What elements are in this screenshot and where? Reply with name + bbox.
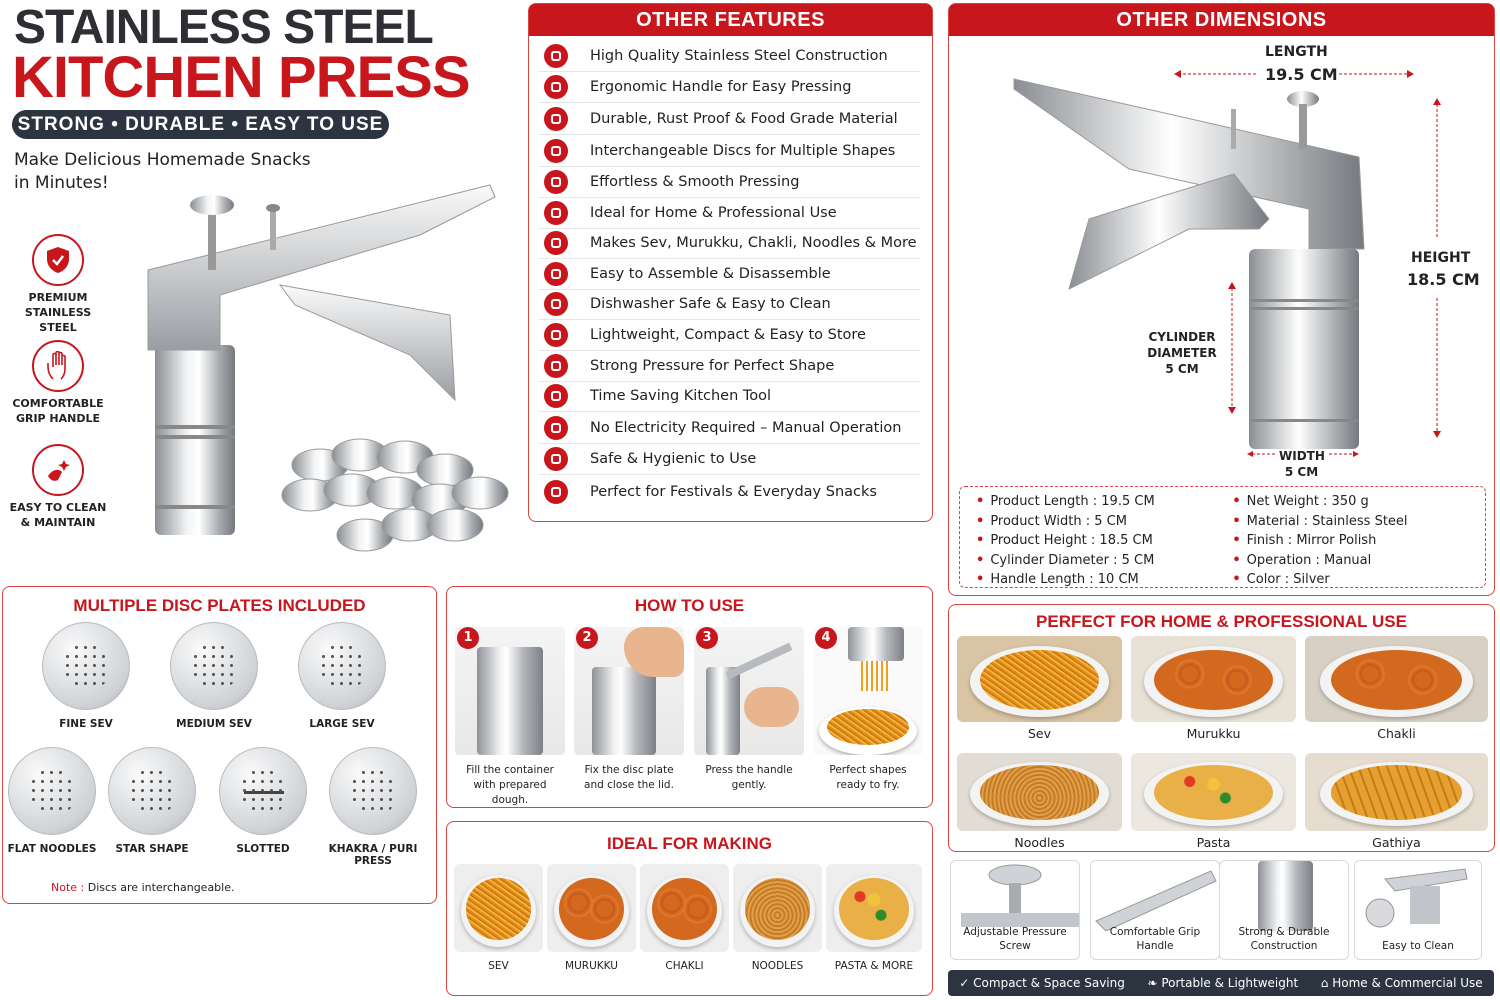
tagline-pill: STRONG • DURABLE • EASY TO USE (12, 110, 389, 139)
disc-note: Note : Discs are interchangeable. (51, 881, 235, 894)
feature-icon (544, 170, 568, 194)
grip-handle-icon (1091, 861, 1219, 931)
feature-icon (544, 416, 568, 440)
feature-icon (544, 480, 568, 504)
howto-step-4: 4 Perfect shapes ready to fry. (813, 627, 923, 793)
bar-item: ⌂ Home & Commercial Use (1320, 976, 1483, 990)
feature-icon (544, 44, 568, 68)
feature-row: Makes Sev, Murukku, Chakli, Noodles & More (539, 228, 920, 259)
feature-easy-clean: Easy to Clean (1354, 860, 1482, 960)
height-value: 18.5 CM (1407, 270, 1480, 289)
spec-item: • Handle Length : 10 CM (976, 572, 1139, 587)
feature-icon (544, 292, 568, 316)
perfect-item-murukku: Murukku (1131, 636, 1296, 741)
feature-row: Easy to Assemble & Disassemble (539, 259, 920, 290)
spec-item: • Color : Silver (1232, 572, 1330, 587)
perfect-item-gathiya: Gathiya (1305, 753, 1488, 850)
disc-flat-noodles: FLAT NOODLES (6, 747, 98, 855)
dimensions-title: OTHER DIMENSIONS (949, 4, 1494, 36)
height-label: HEIGHT (1411, 250, 1471, 266)
spec-item: • Cylinder Diameter : 5 CM (976, 552, 1155, 568)
ideal-item-chakli: CHAKLI (640, 864, 729, 972)
feature-adjustable-screw: Adjustable Pressure Screw (950, 860, 1080, 960)
ideal-panel (446, 821, 933, 996)
pressure-screw-icon (951, 861, 1079, 931)
home-icon: ⌂ (1320, 976, 1329, 990)
feature-row: Effortless & Smooth Pressing (539, 167, 920, 198)
feather-icon: ❧ (1147, 976, 1158, 990)
cleaning-icon (32, 444, 84, 496)
kitchen-press-image (120, 175, 520, 565)
feature-icon (544, 354, 568, 378)
ideal-item-murukku: MURUKKU (547, 864, 636, 972)
press-dimension-image (1009, 69, 1369, 449)
feature-row: Strong Pressure for Perfect Shape (539, 351, 920, 382)
feature-row: Ergonomic Handle for Easy Pressing (539, 72, 920, 103)
feature-icon (544, 447, 568, 471)
feature-row: Interchangeable Discs for Multiple Shapes (539, 136, 920, 167)
discs-title: MULTIPLE DISC PLATES INCLUDED (73, 596, 366, 615)
width-label: WIDTH 5 CM (1279, 449, 1325, 479)
title-line2: KITCHEN PRESS (12, 45, 470, 110)
feature-row: Lightweight, Compact & Easy to Store (539, 320, 920, 351)
disc-khakra: KHAKRA / PURI PRESS (315, 747, 431, 867)
spec-item: • Material : Stainless Steel (1232, 513, 1408, 529)
spec-item: • Product Length : 19.5 CM (976, 494, 1155, 509)
howto-step-1: 1 Fill the container with prepared dough. (455, 627, 565, 808)
badge-label: PREMIUM STAINLESS STEEL (24, 291, 92, 334)
length-label: LENGTH (1265, 44, 1328, 60)
discs-panel (2, 586, 437, 904)
badge-label: EASY TO CLEAN & MAINTAIN (9, 501, 107, 529)
features-title: OTHER FEATURES (529, 4, 932, 36)
feature-row: Time Saving Kitchen Tool (539, 381, 920, 412)
feature-grip-handle: Comfortable Grip Handle (1090, 860, 1220, 960)
spec-item: • Finish : Mirror Polish (1232, 533, 1377, 548)
feature-row: Dishwasher Safe & Easy to Clean (539, 289, 920, 320)
ideal-item-pasta: PASTA & MORE (826, 864, 922, 972)
feature-row: Perfect for Festivals & Everyday Snacks (539, 476, 920, 507)
perfect-item-sev: Sev (957, 636, 1122, 741)
perfect-item-chakli: Chakli (1305, 636, 1488, 741)
hand-icon (32, 340, 84, 392)
badge-clean (8, 444, 108, 530)
spec-right (1232, 492, 1469, 587)
height-arrow (1429, 98, 1445, 438)
perfect-item-pasta: Pasta (1131, 753, 1296, 850)
width-arrow (1247, 448, 1359, 460)
spec-item: • Net Weight : 350 g (1232, 494, 1369, 509)
disc-star-shape: STAR SHAPE (106, 747, 198, 855)
howto-step-2: 2 Fix the disc plate and close the lid. (574, 627, 684, 793)
disc-slotted: SLOTTED (217, 747, 309, 855)
bar-item: ❧ Portable & Lightweight (1147, 976, 1299, 990)
feature-icon (544, 384, 568, 408)
ideal-item-sev: SEV (454, 864, 543, 972)
ideal-item-noodles: NOODLES (733, 864, 822, 972)
features-panel (528, 3, 933, 522)
tagline: Make Delicious Homemade Snacks in Minutes! (14, 150, 311, 193)
ideal-title: IDEAL FOR MAKING (607, 834, 772, 853)
feature-row: No Electricity Required – Manual Operation (539, 413, 920, 444)
feature-row: Safe & Hygienic to Use (539, 444, 920, 475)
howto-panel (446, 586, 933, 808)
disc-large-sev: LARGE SEV (296, 622, 388, 730)
feature-row: High Quality Stainless Steel Construction (539, 41, 920, 72)
disassembled-press-icon (1355, 861, 1481, 931)
length-value: 19.5 CM (1265, 65, 1338, 84)
feature-icon (544, 201, 568, 225)
feature-icon (544, 231, 568, 255)
perfect-panel (948, 604, 1495, 852)
disc-fine-sev: FINE SEV (40, 622, 132, 730)
feature-durable: Strong & Durable Construction (1219, 860, 1349, 960)
bottom-bar (948, 970, 1494, 996)
howto-title: HOW TO USE (634, 596, 745, 615)
feature-icon (544, 323, 568, 347)
perfect-item-noodles: Noodles (957, 753, 1122, 850)
feature-icon (544, 262, 568, 286)
feature-icon (544, 139, 568, 163)
badge-premium (8, 234, 108, 335)
howto-step-3: 3 Press the handle gently. (694, 627, 804, 793)
badge-label: COMFORTABLE GRIP HANDLE (12, 397, 104, 425)
badge-grip (8, 340, 108, 426)
title-line1: STAINLESS STEEL (14, 1, 433, 54)
spec-item: • Product Height : 18.5 CM (976, 533, 1153, 548)
feature-icon (544, 107, 568, 131)
feature-icon (544, 75, 568, 99)
shield-icon (32, 234, 84, 286)
cylinder-diameter-label: CYLINDER DIAMETER 5 CM (1147, 330, 1217, 376)
spec-left (976, 492, 1232, 587)
bar-item: ✓ Compact & Space Saving (959, 976, 1125, 990)
spec-box (959, 486, 1486, 588)
spec-item: • Product Width : 5 CM (976, 513, 1127, 529)
spec-item: • Operation : Manual (1232, 552, 1372, 568)
disc-medium-sev: MEDIUM SEV (168, 622, 260, 730)
feature-row: Ideal for Home & Professional Use (539, 198, 920, 229)
perfect-title: PERFECT FOR HOME & PROFESSIONAL USE (1036, 612, 1407, 631)
dimensions-panel (948, 3, 1495, 596)
check-icon: ✓ (959, 976, 970, 990)
feature-row: Durable, Rust Proof & Food Grade Material (539, 104, 920, 135)
